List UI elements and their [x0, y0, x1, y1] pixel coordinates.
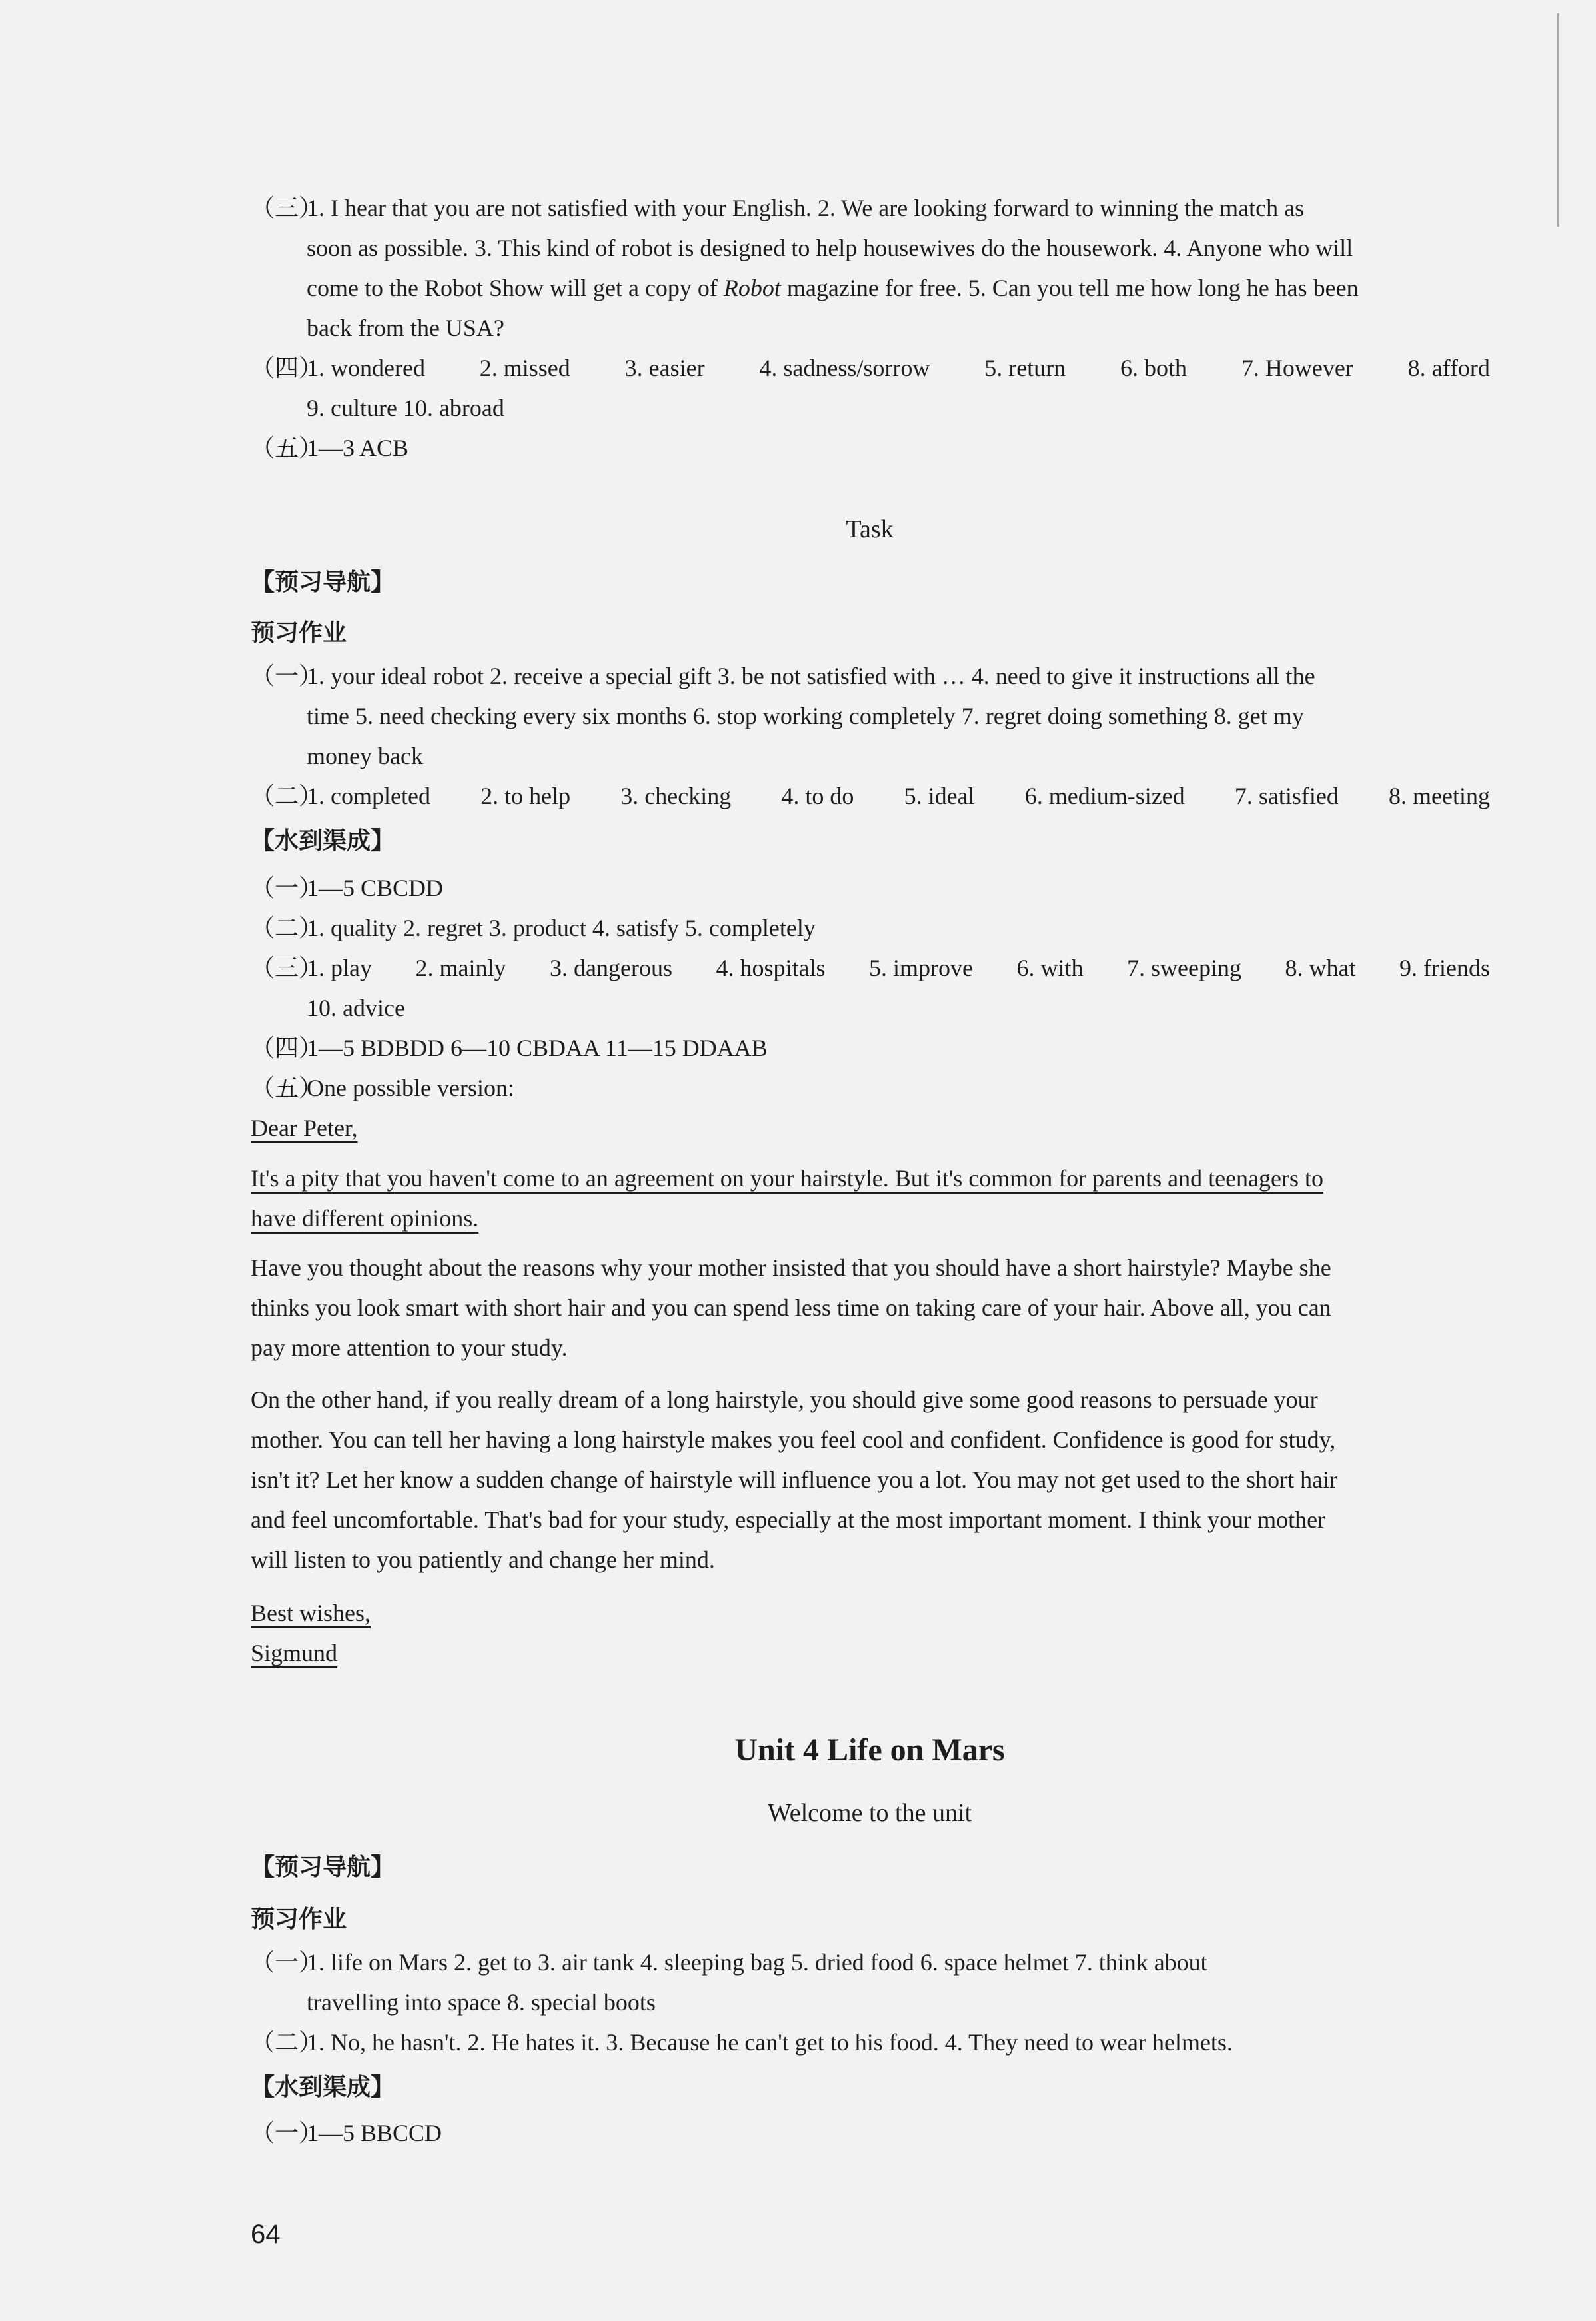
letter-p3-line5: will listen to you patiently and change her mind.: [251, 1546, 715, 1573]
letter-p2-line3: pay more attention to your study.: [251, 1334, 568, 1361]
sec3-line3: come to the Robot Show will get a copy of Robot magazine for free. 5. Can you tell me how long he has been: [307, 275, 1359, 301]
letter-p3-line3: isn't it? Let her know a sudden change of hairstyle will influence you a lot. You may not get used to the short hair: [251, 1466, 1338, 1493]
task1-line2: time 5. need checking every six months 6. stop working completely 7. regret doing something 8. get my: [307, 703, 1304, 729]
heading-preview-guide: 【预习导航】: [251, 569, 395, 596]
letter-greeting: Dear Peter,: [251, 1115, 358, 1141]
task2-line: （二） 1. completed 2. to help 3. checking 4. to do 5. ideal 6. medium-sized 7. satisfied 8. meeting: [251, 783, 1490, 809]
sec4-items: 1. wondered 2. missed 3. easier 4. sadness/sorrow 5. return 6. both 7. However 8. afford: [307, 355, 1490, 381]
page-number: 64: [251, 2220, 281, 2249]
letter-p3-line1: On the other hand, if you really dream of a long hairstyle, you should give some good reasons to persuade your: [251, 1386, 1318, 1413]
sec3-line2: soon as possible. 3. This kind of robot is designed to help housewives do the housework. 4. Anyone who will: [307, 235, 1353, 261]
water5-line: （五）One possible version:: [251, 1075, 514, 1101]
unit1-line2: travelling into space 8. special boots: [307, 1989, 656, 2016]
unit-subtitle: Welcome to the unit: [767, 1799, 972, 1827]
letter-p1-line2: have different opinions.: [251, 1205, 479, 1232]
unit-heading-preview-homework: 预习作业: [251, 1906, 347, 1933]
water3-line1: （三） 1. play 2. mainly 3. dangerous 4. hospitals 5. improve 6. with 7. sweeping 8. what 9. friends: [251, 955, 1490, 981]
unit-water1-line: （一）1—5 BBCCD: [251, 2120, 442, 2146]
unit2-line: （二）1. No, he hasn't. 2. He hates it. 3. Because he can't get to his food. 4. They need to wear helmets.: [251, 2029, 1233, 2056]
water4-line: （四）1—5 BDBDD 6—10 CBDAA 11—15 DDAAB: [251, 1035, 768, 1061]
robot-magazine-title: Robot: [723, 275, 781, 301]
unit-heading-water: 【水到渠成】: [251, 2074, 395, 2101]
page-edge-mark: [1557, 13, 1559, 227]
water3-line2: 10. advice: [307, 995, 405, 1021]
sec5-line: （五）1—3 ACB: [251, 435, 409, 461]
sec3-line1: （三）1. I hear that you are not satisfied with your English. 2. We are looking forward to winning the match as: [251, 195, 1305, 221]
letter-signature: Sigmund: [251, 1640, 338, 1666]
sec4-line1: （四） 1. wondered 2. missed 3. easier 4. sadness/sorrow 5. return 6. both 7. However 8. afford: [251, 355, 1490, 381]
water2-line: （二）1. quality 2. regret 3. product 4. satisfy 5. completely: [251, 915, 816, 941]
sec3-label: （三）: [251, 195, 323, 221]
task1-line3: money back: [307, 743, 423, 769]
letter-p3-line4: and feel uncomfortable. That's bad for your study, especially at the most important moment. I think your mother: [251, 1506, 1326, 1533]
task2-items: 1. completed 2. to help 3. checking 4. to do 5. ideal 6. medium-sized 7. satisfied 8. meeting: [307, 783, 1490, 809]
letter-p3-line2: mother. You can tell her having a long hairstyle makes you feel cool and confident. Confidence is good for study,: [251, 1426, 1336, 1453]
task1-line1: （一）1. your ideal robot 2. receive a special gift 3. be not satisfied with … 4. need to give it instructions all the: [251, 663, 1315, 689]
letter-p2-line1: Have you thought about the reasons why your mother insisted that you should have a short hairstyle? Maybe she: [251, 1254, 1331, 1281]
letter-p1-line1: It's a pity that you haven't come to an agreement on your hairstyle. But it's common for parents and teenagers to: [251, 1165, 1324, 1192]
letter-closing: Best wishes,: [251, 1600, 371, 1626]
task-title: Task: [846, 515, 894, 543]
letter-p2-line2: thinks you look smart with short hair and you can spend less time on taking care of your hair. Above all, you can: [251, 1294, 1331, 1321]
heading-water: 【水到渠成】: [251, 827, 395, 855]
sec4-line2: 9. culture 10. abroad: [307, 395, 504, 421]
unit-title: Unit 4 Life on Mars: [734, 1732, 1005, 1768]
water1-line: （一）1—5 CBCDD: [251, 875, 444, 901]
unit1-line1: （一）1. life on Mars 2. get to 3. air tank 4. sleeping bag 5. dried food 6. space helmet 7. think about: [251, 1949, 1207, 1976]
water3-items: 1. play 2. mainly 3. dangerous 4. hospitals 5. improve 6. with 7. sweeping 8. what 9. friends: [307, 955, 1490, 981]
sec3-line4: back from the USA?: [307, 315, 504, 341]
heading-preview-homework: 预习作业: [251, 619, 347, 647]
unit-heading-preview-guide: 【预习导航】: [251, 1854, 395, 1881]
